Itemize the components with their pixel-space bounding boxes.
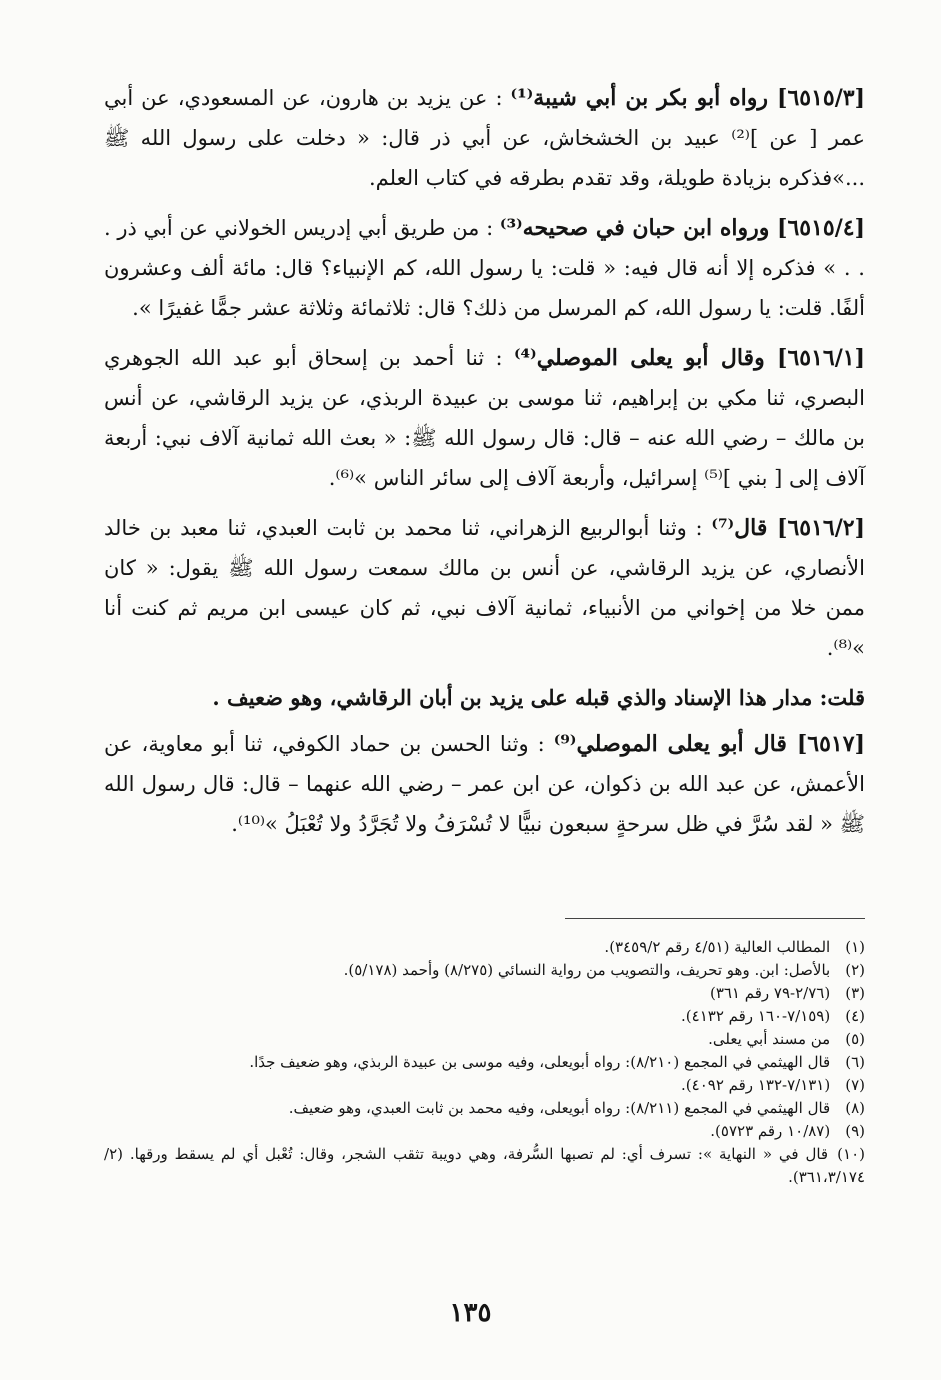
paragraph-heading: [٦٥١٥/٣] رواه أبو بكر بن أبي شيبة⁽¹⁾: [510, 85, 865, 111]
paragraph: [104, 508, 865, 668]
footnote-text: (٧/١٥٩-١٦٠ رقم ٤١٣٢).: [681, 1007, 831, 1025]
footnote: [104, 1005, 865, 1028]
paragraph-body: : ثنا أحمد بن إسحاق أبو عبد الله الجوهري البصري، ثنا مكي بن إبراهيم، ثنا موسى بن عبيدة الربذي، عن يزيد الرقاشي، عن أنس بن مالك – رضي الله عنه – قال: قال رسول الله ﷺ: « بعث الله ثمانية آلاف نبي: أربعة آلاف إلى [ بني ]⁽⁵⁾ إسرائيل، وأربعة آلاف إلى سائر الناس »⁽⁶⁾.: [104, 346, 865, 490]
footnote-number: (٩): [845, 1122, 865, 1140]
paragraph-body: : وثنا أبوالربيع الزهراني، ثنا محمد بن ثابت العبدي، ثنا معبد بن خالد الأنصاري، عن يزيد الرقاشي، عن أنس بن مالك سمعت رسول الله ﷺ يقول: « كان ممن خلا من إخواني من الأنبياء، ثمانية آلاف نبي، ثم كان عيسى ابن مريم ثم كنت أنا »⁽⁸⁾.: [104, 516, 865, 660]
footnote: [104, 936, 865, 959]
footnote-text: (٧/١٣١-١٣٢ رقم ٤٠٩٢).: [681, 1076, 831, 1094]
footnotes: [104, 936, 865, 1189]
footnote-text: (١٠/٨٧ رقم ٥٧٢٣).: [710, 1122, 831, 1140]
footnote-text: بالأصل: ابن. وهو تحريف، والتصويب من رواية النسائي (٨/٢٧٥) وأحمد (٥/١٧٨).: [343, 961, 831, 979]
footnote: [104, 959, 865, 982]
paragraph-heading: [٦٥١٦/١] وقال أبو يعلى الموصلي⁽⁴⁾: [513, 345, 865, 371]
paragraph: [104, 724, 865, 844]
paragraph-body: : وثنا الحسن بن حماد الكوفي، ثنا أبو معاوية، عن الأعمش، عن عبد الله بن ذكوان، عن ابن عمر – رضي الله عنهما – قال: قال رسول الله ﷺ « لقد سُرَّ في ظل سرحةٍ سبعون نبيًّا لا تُسْرَفُ ولا تُجَرَّدُ ولا تُعْبَلُ »⁽¹⁰⁾.: [104, 732, 865, 836]
footnote-number: (٥): [845, 1030, 865, 1048]
footnote-number: (٢): [845, 961, 865, 979]
footnote-text: قال في « النهاية »: تسرف أي: لم تصبها السُّرفة، وهي دويبة تثقب الشجر، وقال: تُعْبل أي لم يسقط ورقها. (٢/ ٣٦١،٣/١٧٤).: [104, 1145, 865, 1186]
footnote-text: (٢/٧٦-٧٩ رقم ٣٦١): [709, 984, 831, 1002]
footnote-text: من مسند أبي يعلى.: [708, 1030, 831, 1048]
footnote: [104, 1120, 865, 1143]
footnote: [104, 1143, 865, 1189]
footnote-text: قال الهيثمي في المجمع (٨/٢١٠): رواه أبويعلى، وفيه موسى بن عبيدة الربذي، وهو ضعيف جدًا.: [249, 1053, 831, 1071]
footnote: [104, 1097, 865, 1120]
paragraph-body: : عن يزيد بن هارون، عن المسعودي، عن أبي عمر [ عن ]⁽²⁾ عبيد بن الخشخاش، عن أبي ذر قال: « دخلت على رسول الله ﷺ ...»فذكره بزيادة طويلة، وقد تقدم بطرقه في كتاب العلم.: [104, 86, 865, 190]
footnote: [104, 1028, 865, 1051]
footnote: [104, 982, 865, 1005]
footnote-number: (٣): [845, 984, 865, 1002]
paragraph: [104, 208, 865, 328]
author-comment: قلت: مدار هذا الإسناد والذي قبله على يزيد بن أبان الرقاشي، وهو ضعيف .: [212, 685, 865, 710]
footnote-number: (٦): [845, 1053, 865, 1071]
footnote-number: (٨): [845, 1099, 865, 1117]
page-number: ١٣٥: [449, 1298, 492, 1328]
paragraph-heading: [٦٥١٦/٢] قال⁽⁷⁾: [711, 515, 866, 541]
footnote-number: (١): [845, 938, 865, 956]
paragraph-body: : من طريق أبي إدريس الخولاني عن أبي ذر . . . » فذكره إلا أنه قال فيه: « قلت: يا رسول الله، كم الإنبياء؟ قال: مائة ألف وعشرون ألفًا. قلت: يا رسول الله، كم المرسل من ذلك؟ قال: ثلاثمائة وثلاثة عشر جمًّا غفيرًا ».: [104, 216, 865, 320]
footnote-text: المطالب العالية (٤/٥١ رقم ٣٤٥٩/٢).: [604, 938, 831, 956]
footnote-text: قال الهيثمي في المجمع (٨/٢١١): رواه أبويعلى، وفيه محمد بن ثابت العبدي، وهو ضعيف.: [288, 1099, 831, 1117]
paragraph-heading: [٦٥١٧] قال أبو يعلى الموصلي⁽⁹⁾: [553, 731, 865, 757]
paragraph: [104, 78, 865, 198]
paragraph: [104, 338, 865, 498]
footnote: [104, 1074, 865, 1097]
footnote-divider: [565, 918, 865, 919]
footnote-number: (٤): [845, 1007, 865, 1025]
paragraph-heading: [٦٥١٥/٤] ورواه ابن حبان في صحيحه⁽³⁾: [499, 215, 865, 241]
main-text: [104, 78, 865, 854]
footnote-number: (٧): [845, 1076, 865, 1094]
footnote-number: (١٠): [837, 1145, 865, 1163]
footnote: [104, 1051, 865, 1074]
